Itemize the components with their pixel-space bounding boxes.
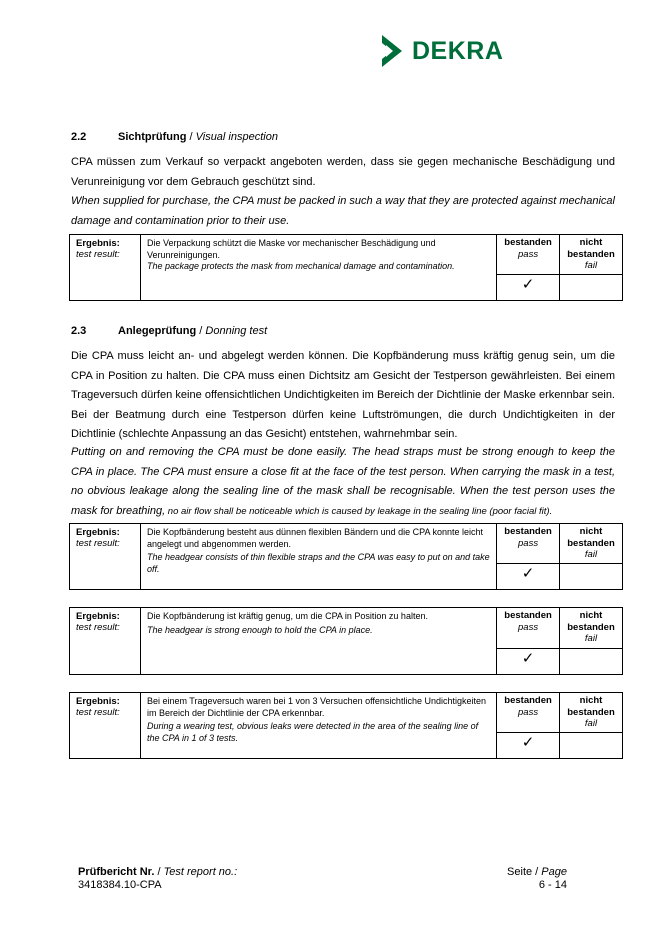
- result-label-de: Ergebnis:: [76, 696, 120, 707]
- section-number: 2.3: [71, 325, 87, 337]
- requirement-text-en: When supplied for purchase, the CPA must be packed in such a way that they are protected against mechanical damage and contamination prior to their use.: [71, 195, 615, 227]
- result-text-de: Die Verpackung schützt die Maske vor mechanischer Beschädigung und Verunreinigungen.: [146, 238, 436, 260]
- requirement-text-de: Die CPA muss leicht an- und abgelegt werden können. Die Kopfbänderung muss kräftig genug sein, um die CPA in Position zu halten. Die CPA muss einen Dichtsitz am Gesicht der Testperson gewährleisten. Bei einem Trageversuch dürfen keine offensichtlichen Undichtigkeiten im Bereich der Dichtlinie der Maske erkennbar sein. Bei der Beatmung durch eine Testperson dürfen keine Luftströmungen, die durch Undichtigkeiten in der Dichtlinie (schlechte Anpassung an das Gesicht) entstehen, wahrnehmbar sein.: [71, 350, 615, 441]
- pass-checkmark-icon: ✓: [497, 733, 560, 759]
- result-label-de: Ergebnis:: [76, 238, 120, 249]
- result-label-en: test result:: [76, 707, 120, 718]
- pass-checkmark-icon: ✓: [497, 564, 560, 590]
- fail-label-de: nicht bestanden: [567, 695, 615, 718]
- dekra-logo: [380, 33, 503, 69]
- result-text-en: The headgear consists of thin flexible straps and the CPA was easy to put on and take off.: [146, 552, 490, 574]
- logo-text: DEKRA: [412, 36, 504, 65]
- fail-check-cell: [560, 564, 623, 590]
- section-title-de: Anlegeprüfung: [118, 325, 197, 337]
- fail-label-de: nicht bestanden: [567, 610, 615, 633]
- page-separator: /: [532, 866, 542, 878]
- page-number: 6 - 14: [538, 879, 567, 891]
- fail-header-cell: [560, 693, 623, 733]
- fail-label-en: fail: [584, 718, 598, 729]
- section-heading-2-3: [71, 325, 267, 337]
- result-label-en: test result:: [76, 249, 120, 260]
- fail-header-cell: [560, 608, 623, 649]
- result-label-cell: [70, 693, 141, 759]
- pass-header-cell: [497, 524, 560, 564]
- result-label-cell: [70, 524, 141, 590]
- section-title-en: Visual inspection: [195, 131, 278, 143]
- report-number-block: [78, 866, 237, 892]
- result-text-cell: [140, 524, 496, 590]
- requirement-text-en-small: no air flow shall be noticeable which is caused by leakage in the sealing line (poor facial fit).: [165, 505, 553, 517]
- pass-label-de: bestanden: [504, 237, 552, 248]
- fail-label-de: nicht bestanden: [567, 237, 615, 260]
- pass-header-cell: [497, 693, 560, 733]
- pass-header-cell: [497, 235, 560, 275]
- report-label-de: Prüfbericht Nr.: [78, 866, 155, 878]
- result-text-en: During a wearing test, obvious leaks were detected in the area of the sealing line of the CPA in 1 of 3 tests.: [146, 721, 479, 743]
- fail-header-cell: [560, 235, 623, 275]
- pass-checkmark-icon: ✓: [497, 274, 560, 300]
- pass-label-de: bestanden: [504, 526, 552, 537]
- section-number: 2.2: [71, 131, 87, 143]
- result-text-de: Die Kopfbänderung ist kräftig genug, um die CPA in Position zu halten.: [146, 611, 428, 621]
- result-label-en: test result:: [76, 538, 120, 549]
- result-text-en: The package protects the mask from mechanical damage and contamination.: [146, 261, 455, 271]
- page-number-label: [507, 866, 567, 879]
- section-title-en: Donning test: [205, 325, 268, 337]
- fail-label-en: fail: [584, 633, 598, 644]
- pass-header-cell: [497, 608, 560, 649]
- title-separator: /: [196, 325, 206, 337]
- section-heading-2-2: [71, 131, 278, 143]
- pass-label-en: pass: [518, 537, 539, 549]
- result-text-cell: [140, 608, 496, 675]
- result-label-de: Ergebnis:: [76, 611, 120, 622]
- result-text-cell: [140, 235, 496, 301]
- requirement-text-en: [71, 443, 615, 521]
- pass-checkmark-icon: ✓: [497, 649, 560, 675]
- pass-label-en: pass: [518, 248, 539, 260]
- result-text-de: Die Kopfbänderung besteht aus dünnen flexiblen Bändern und die CPA konnte leicht angelegt und abgenommen werden.: [146, 527, 484, 549]
- pass-label-de: bestanden: [504, 695, 552, 706]
- result-text-cell: [140, 693, 496, 759]
- result-table: [69, 234, 623, 301]
- result-text-de: Bei einem Trageversuch waren bei 1 von 3 Versuchen offensichtliche Undichtigkeiten im Bereich der Dichtlinie der CPA erkennbar.: [146, 696, 486, 718]
- fail-check-cell: [560, 274, 623, 300]
- result-label-cell: [70, 608, 141, 675]
- result-table: [69, 692, 623, 759]
- dekra-arrow-icon: [380, 33, 406, 69]
- fail-label-en: fail: [584, 549, 598, 560]
- result-table: [69, 523, 623, 590]
- report-number-label: [78, 866, 237, 879]
- result-table: [69, 607, 623, 675]
- fail-label-en: fail: [584, 260, 598, 271]
- page-label-de: Seite: [507, 866, 533, 878]
- result-label-de: Ergebnis:: [76, 527, 120, 538]
- requirement-text-en-main: Putting on and removing the CPA must be done easily. The head straps must be strong enough to keep the CPA in place. The CPA must ensure a close fit at the face of the test person. When carrying the mask in a test, no obvious leakage along the sealing line of the mask shall be recognisable. When the test person uses the mask for breathing,: [71, 446, 615, 517]
- result-label-cell: [70, 235, 141, 301]
- section-title-de: Sichtprüfung: [118, 131, 187, 143]
- page-number-block: [507, 866, 567, 892]
- pass-label-de: bestanden: [504, 610, 552, 621]
- fail-header-cell: [560, 524, 623, 564]
- result-text-en: The headgear is strong enough to hold the CPA in place.: [146, 624, 373, 635]
- pass-label-en: pass: [518, 621, 539, 633]
- title-separator: /: [186, 131, 196, 143]
- report-number: 3418384.10-CPA: [78, 879, 162, 891]
- fail-check-cell: [560, 649, 623, 675]
- report-separator: /: [154, 866, 164, 878]
- pass-label-en: pass: [518, 706, 539, 718]
- requirement-text-de: CPA müssen zum Verkauf so verpackt angeboten werden, dass sie gegen mechanische Beschädigung und Verunreinigung vor dem Gebrauch geschützt sind.: [71, 156, 615, 188]
- page-label-en: Page: [541, 866, 567, 878]
- result-label-en: test result:: [76, 622, 120, 633]
- report-label-en: Test report no.:: [163, 866, 238, 878]
- fail-check-cell: [560, 733, 623, 759]
- fail-label-de: nicht bestanden: [567, 526, 615, 549]
